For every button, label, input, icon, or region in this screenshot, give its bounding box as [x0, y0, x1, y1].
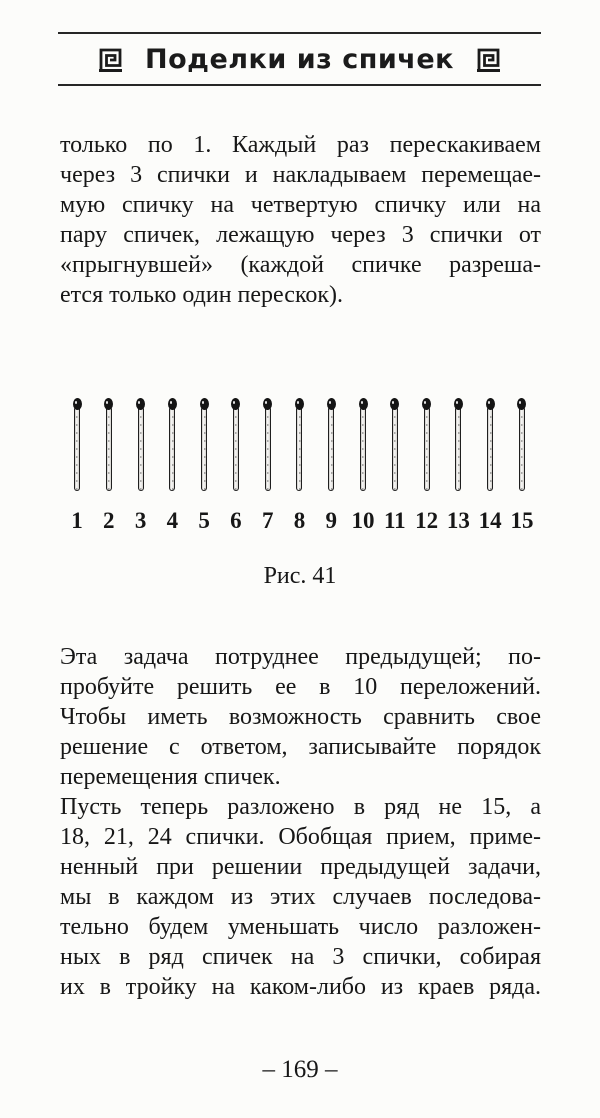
- match-stick-icon: [74, 408, 80, 491]
- match-head-icon: [295, 398, 304, 410]
- figure-caption: Рис. 41: [263, 563, 337, 589]
- text-line: решение с ответом, записывайте порядок: [60, 734, 541, 760]
- match-head-icon: [136, 398, 145, 410]
- matchstick: [69, 398, 85, 533]
- match-number: 15: [510, 508, 534, 533]
- match-number: 13: [446, 508, 470, 533]
- matchstick: [260, 398, 276, 533]
- text-line: Эта задача потруднее предыдущей; по-: [60, 644, 541, 670]
- matchstick: [101, 398, 117, 533]
- match-number: 8: [293, 508, 306, 533]
- match-head-icon: [73, 398, 82, 410]
- paragraph: [60, 792, 541, 1002]
- match-head-icon: [486, 398, 495, 410]
- text-line: ненный при решении предыдущей задачи,: [60, 854, 541, 880]
- match-head-icon: [200, 398, 209, 410]
- match-head-icon: [390, 398, 399, 410]
- match-stick-icon: [169, 408, 175, 491]
- text-line: «прыгнувшей» (каждой спичке разреша-: [60, 252, 541, 278]
- match-stick-icon: [265, 408, 271, 491]
- matchstick: [164, 398, 180, 533]
- text-line: перемещения спичек.: [60, 764, 281, 790]
- match-stick-icon: [455, 408, 461, 491]
- match-number: 6: [230, 508, 242, 533]
- paragraph: [60, 642, 541, 792]
- match-head-icon: [104, 398, 113, 410]
- matchstick: [133, 398, 149, 533]
- text-line: пару спичек, лежащую через 3 спички от: [60, 222, 541, 248]
- page-header: [58, 36, 541, 82]
- match-number: 14: [478, 508, 502, 533]
- meander-ornament-icon: [96, 45, 125, 74]
- match-number: 4: [166, 508, 179, 533]
- matchstick: [446, 398, 470, 533]
- match-number: 11: [383, 508, 406, 533]
- header-rule-bottom: [58, 84, 541, 86]
- matchstick: [510, 398, 534, 533]
- text-line: их в тройку на каком-либо из краев ряда.: [60, 974, 541, 1000]
- match-stick-icon: [106, 408, 112, 491]
- match-stick-icon: [424, 408, 430, 491]
- match-head-icon: [168, 398, 177, 410]
- matchstick: [478, 398, 502, 533]
- match-number: 1: [71, 508, 83, 533]
- text-line: ных в ряд спичек на 3 спички, собирая: [60, 944, 541, 970]
- matchstick: [351, 398, 375, 533]
- matchstick: [228, 398, 244, 533]
- match-number: 5: [198, 508, 210, 533]
- header-rule-top: [58, 32, 541, 34]
- matchstick: [323, 398, 339, 533]
- match-number: 7: [261, 508, 274, 533]
- match-number: 2: [103, 508, 115, 533]
- text-line: только по 1. Каждый раз перескакиваем: [60, 132, 541, 158]
- text-line: мы в каждом из этих случаев последова-: [60, 884, 541, 910]
- match-head-icon: [327, 398, 336, 410]
- match-stick-icon: [487, 408, 493, 491]
- match-number: 12: [415, 508, 439, 533]
- match-head-icon: [517, 398, 526, 410]
- match-stick-icon: [233, 408, 239, 491]
- match-head-icon: [231, 398, 240, 410]
- text-line: тельно будем уменьшать число разложен-: [60, 914, 541, 940]
- matchsticks-figure: [69, 398, 534, 533]
- match-stick-icon: [296, 408, 302, 491]
- matchstick: [291, 398, 307, 533]
- page-title: Поделки из спичек: [145, 43, 454, 75]
- text-line: ется только один перескок).: [60, 282, 344, 308]
- text-line: 18, 21, 24 спички. Обобщая прием, приме-: [60, 824, 541, 850]
- text-line: через 3 спички и накладываем перемещае-: [60, 162, 541, 188]
- matchstick: [415, 398, 439, 533]
- page-number: – 169 –: [262, 1056, 338, 1083]
- matchstick: [383, 398, 406, 533]
- match-number: 9: [325, 508, 337, 533]
- match-stick-icon: [328, 408, 334, 491]
- matchstick: [196, 398, 212, 533]
- match-head-icon: [359, 398, 368, 410]
- match-head-icon: [263, 398, 272, 410]
- meander-ornament-icon: [474, 45, 503, 74]
- match-stick-icon: [138, 408, 144, 491]
- text-line: пробуйте решить ее в 10 переложений.: [60, 674, 541, 700]
- text-line: Чтобы иметь возможность сравнить свое: [60, 704, 541, 730]
- match-number: 3: [134, 508, 147, 533]
- match-head-icon: [454, 398, 463, 410]
- match-stick-icon: [201, 408, 207, 491]
- match-head-icon: [422, 398, 431, 410]
- match-number: 10: [351, 508, 375, 533]
- match-stick-icon: [392, 408, 398, 491]
- match-stick-icon: [360, 408, 366, 491]
- match-stick-icon: [519, 408, 525, 491]
- text-line: мую спичку на четвертую спичку или на: [60, 192, 541, 218]
- text-line: Пусть теперь разложено в ряд не 15, а: [60, 794, 541, 820]
- paragraph: [60, 130, 541, 310]
